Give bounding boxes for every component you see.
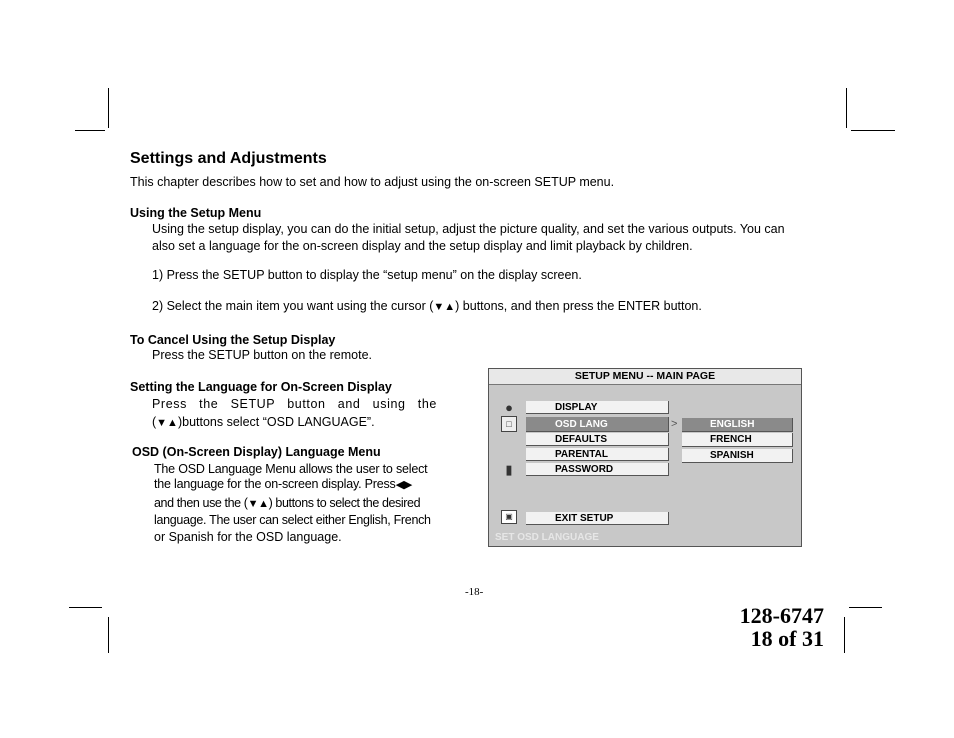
osd-lang-line-2-a: the language for the on-screen display. Press <box>154 477 396 491</box>
step-1: 1) Press the SETUP button to display the “setup menu” on the display screen. <box>152 268 582 282</box>
menu-item-defaults[interactable]: DEFAULTS <box>526 433 669 446</box>
language-line-2 <box>152 414 375 432</box>
language-line-2-b: )buttons select “OSD LANGUAGE”. <box>177 415 375 429</box>
osd-lang-line-5: or Spanish for the OSD language. <box>154 530 342 544</box>
display-icon: ● <box>505 400 513 415</box>
step-2-text-b: ) buttons, and then press the ENTER button. <box>455 299 702 313</box>
option-english[interactable]: ENGLISH <box>682 418 793 432</box>
down-up-arrow-icon: ▼▲ <box>156 417 178 429</box>
intro-text: This chapter describes how to set and how to adjust using the on-screen SETUP menu. <box>130 175 615 189</box>
language-icon: □ <box>501 416 517 432</box>
crop-mark <box>108 88 109 128</box>
page-number: -18- <box>465 586 484 598</box>
osd-lang-line-3-b: ) buttons to select the desired <box>268 496 421 510</box>
menu-item-osd-lang[interactable]: OSD LANG <box>526 417 669 432</box>
page-heading: Settings and Adjustments <box>130 150 327 167</box>
menu-item-display[interactable]: DISPLAY <box>526 401 669 414</box>
osd-lang-line-4: language. The user can select either English, French <box>154 513 431 527</box>
crop-mark <box>108 617 109 653</box>
using-setup-title: Using the Setup Menu <box>130 206 262 220</box>
osd-lang-line-3-a: and then use the ( <box>154 496 248 510</box>
crop-mark <box>69 607 102 608</box>
menu-item-parental[interactable]: PARENTAL <box>526 448 669 461</box>
crop-mark <box>75 130 105 131</box>
language-line-2-a: ( <box>152 415 157 429</box>
setup-menu-screen <box>488 368 802 547</box>
using-setup-body-2: also set a language for the on-screen display and the setup display and limit playback by children. <box>152 239 693 253</box>
osd-lang-line-1: The OSD Language Menu allows the user to select <box>154 462 428 476</box>
left-right-arrow-icon: ◀▶ <box>395 479 413 491</box>
step-2-text-a: 2) Select the main item you want using the cursor ( <box>152 299 434 313</box>
crop-mark <box>849 607 882 608</box>
menu-item-exit-setup[interactable]: EXIT SETUP <box>526 512 669 525</box>
page-of: 18 of 31 <box>750 626 824 651</box>
status-text: SET OSD LANGUAGE <box>495 532 599 543</box>
crop-mark <box>851 130 895 131</box>
using-setup-body-1: Using the setup display, you can do the initial setup, adjust the picture quality, and set the various outputs. You can <box>152 222 785 236</box>
crop-mark <box>846 88 847 128</box>
language-title: Setting the Language for On-Screen Display <box>130 380 392 394</box>
cancel-title: To Cancel Using the Setup Display <box>130 333 336 347</box>
option-french[interactable]: FRENCH <box>682 433 793 447</box>
parental-lock-icon: ▮ <box>505 462 513 477</box>
osd-lang-title: OSD (On-Screen Display) Language Menu <box>132 445 381 459</box>
osd-lang-line-2 <box>154 476 412 494</box>
osd-lang-line-3 <box>154 495 420 513</box>
document-number: 128-6747 <box>739 603 824 628</box>
exit-icon: ▣ <box>501 510 517 524</box>
cancel-body: Press the SETUP button on the remote. <box>152 348 373 362</box>
option-spanish[interactable]: SPANISH <box>682 449 793 463</box>
chevron-right-icon: > <box>671 418 678 430</box>
down-up-arrow-icon: ▼▲ <box>247 498 269 510</box>
down-up-arrow-icon: ▼▲ <box>433 301 456 313</box>
crop-mark <box>844 617 845 653</box>
menu-item-password[interactable]: PASSWORD <box>526 463 669 476</box>
step-2 <box>152 298 702 316</box>
language-line-1: Press the SETUP button and using the <box>152 397 437 411</box>
setup-menu-title: SETUP MENU -- MAIN PAGE <box>489 369 801 385</box>
